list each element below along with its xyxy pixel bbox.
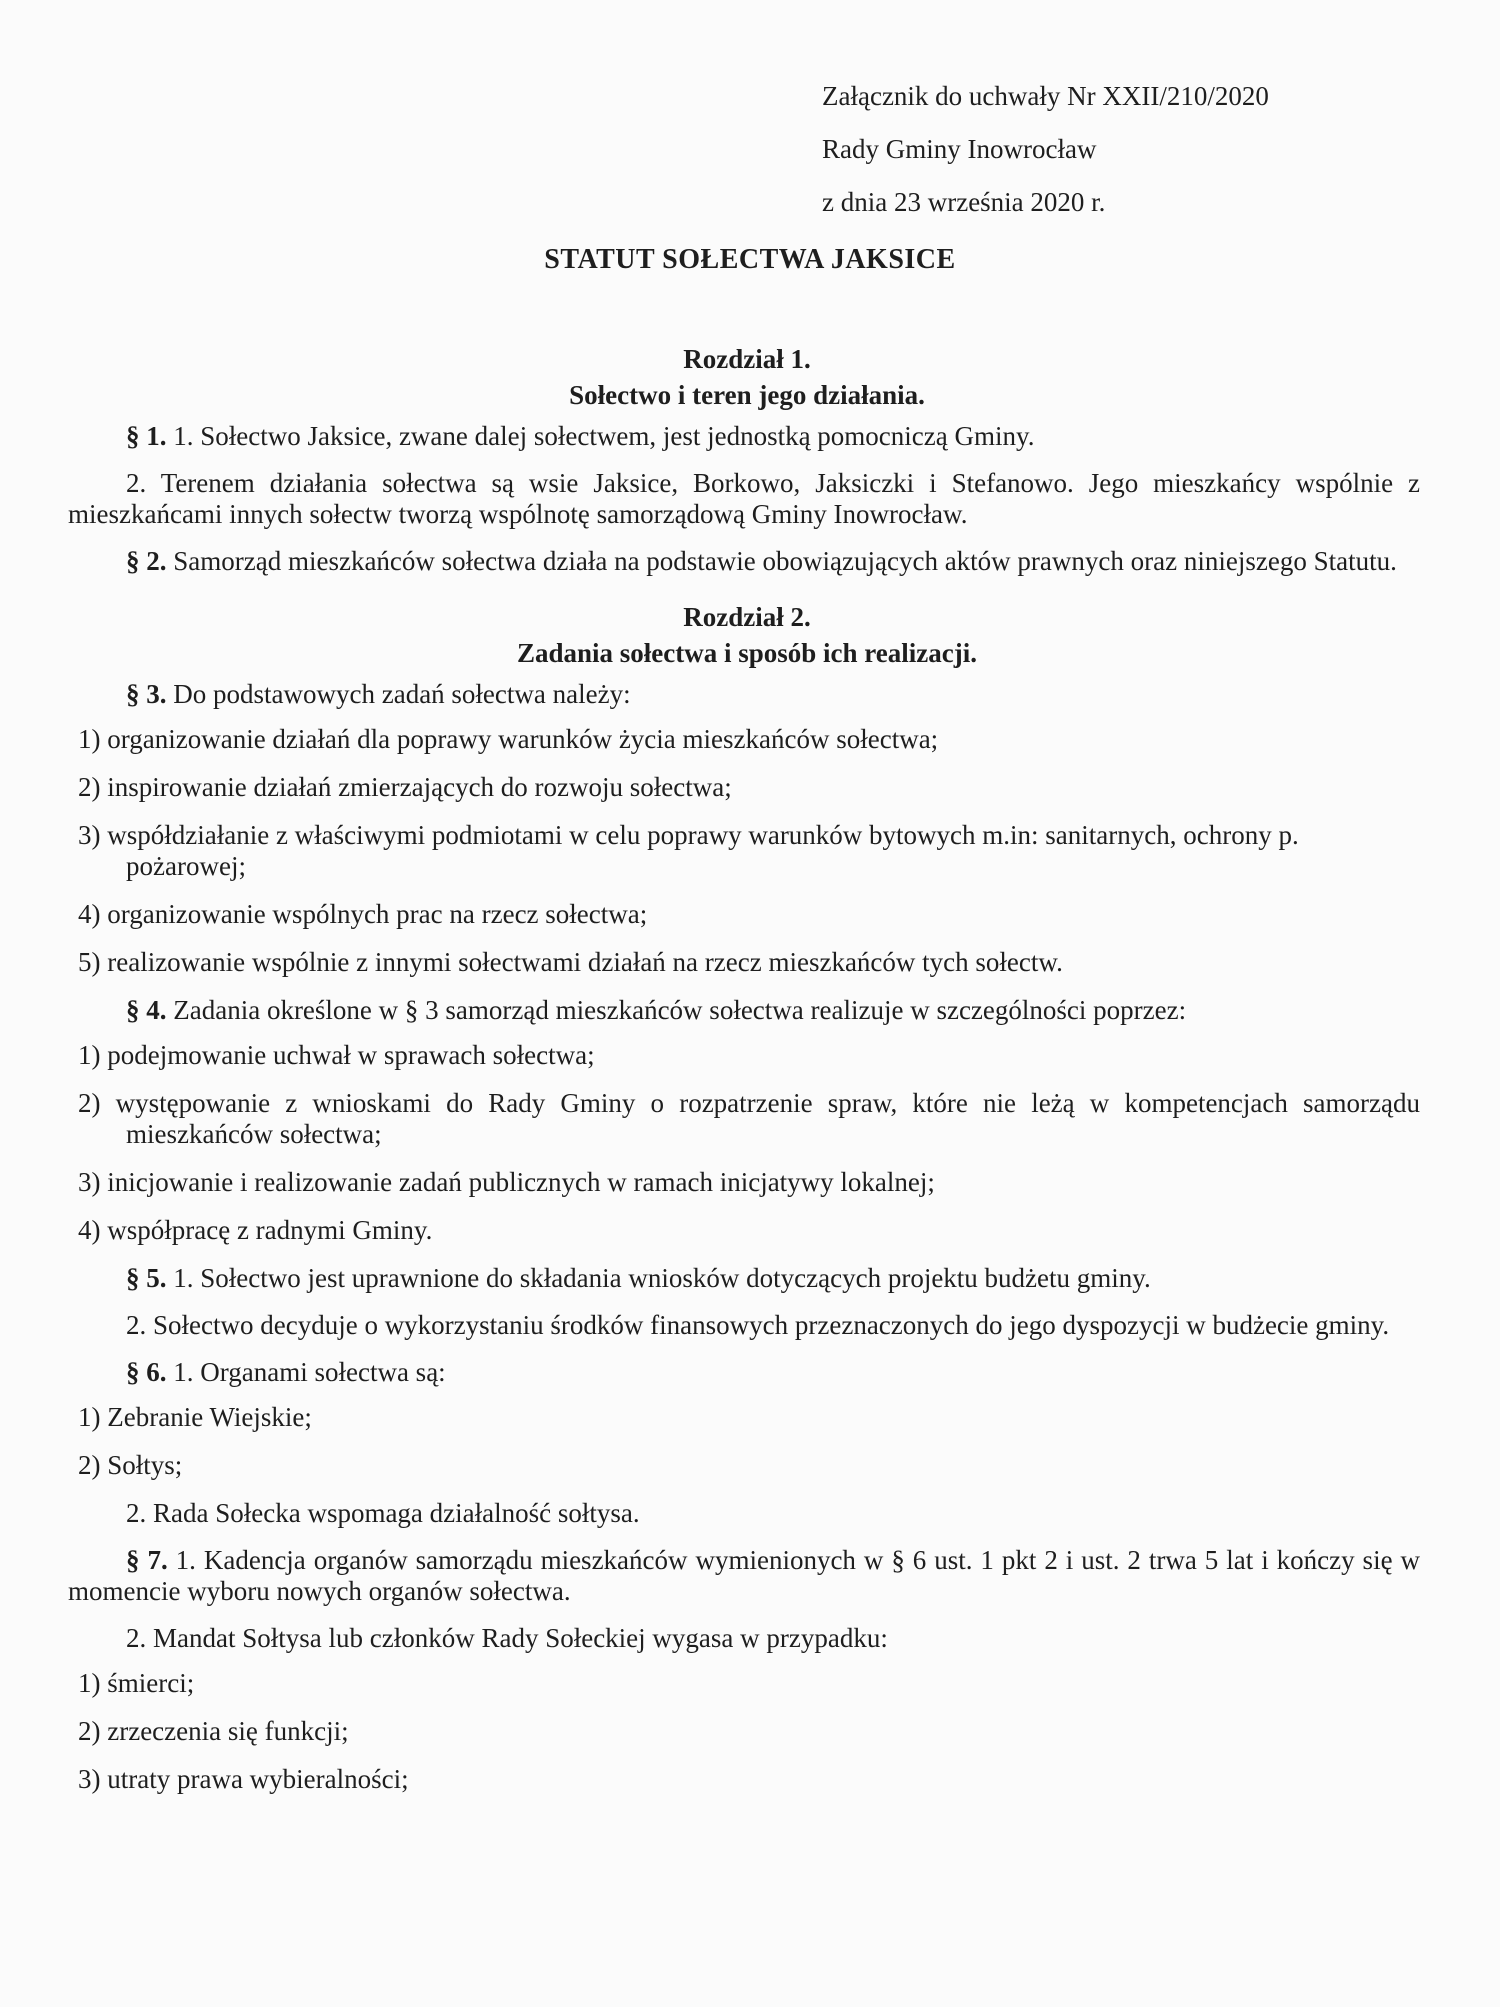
chapter-1-heading [68, 341, 1420, 413]
paragraph-text: 1. Kadencja organów samorządu mieszkańców wymienionych w § 6 ust. 1 pkt 2 i ust. 2 trwa 5 lat i kończy się w momencie wyboru nowych organów sołectwa. [68, 1545, 1420, 1606]
list-item: 1) śmierci; [78, 1668, 195, 1698]
section-mark: § 6. [126, 1357, 167, 1387]
section-mark: § 5. [126, 1263, 167, 1293]
paragraph-5-2: 2. Sołectwo decyduje o wykorzystaniu środków finansowych przeznaczonych do jego dyspozycji w budżecie gminy. [126, 1310, 1390, 1340]
list-item: 1) podejmowanie uchwał w sprawach sołectwa; [78, 1040, 595, 1070]
document-body [68, 341, 1420, 1812]
paragraph-text: Do podstawowych zadań sołectwa należy: [166, 679, 631, 709]
list-item: 1) Zebranie Wiejskie; [78, 1402, 312, 1432]
paragraph-4 [68, 995, 1420, 1026]
list-item: 3) inicjowanie i realizowanie zadań publicznych w ramach inicjatywy lokalnej; [78, 1167, 935, 1197]
paragraph-text: 1. Sołectwo Jaksice, zwane dalej sołectwem, jest jednostką pomocniczą Gminy. [166, 421, 1035, 451]
chapter-1-number: Rozdział 1. [683, 344, 811, 374]
paragraph-2 [68, 546, 1420, 577]
list-item: 1) organizowanie działań dla poprawy warunków życia mieszkańców sołectwa; [78, 724, 939, 754]
section-mark: § 4. [126, 995, 167, 1025]
paragraph-text: 1. Sołectwo jest uprawnione do składania wniosków dotyczących projektu budżetu gminy. [166, 1263, 1151, 1293]
section-mark: § 3. [126, 679, 167, 709]
header-line-date: z dnia 23 września 2020 r. [822, 187, 1106, 217]
paragraph-5-1 [68, 1263, 1420, 1294]
section-mark: § 2. [126, 546, 167, 576]
list-item: 5) realizowanie wspólnie z innymi sołectwami działań na rzecz mieszkańców tych sołectw. [78, 947, 1063, 977]
chapter-2-title: Zadania sołectwa i sposób ich realizacji. [516, 638, 977, 668]
section-mark: § 7. [126, 1545, 168, 1575]
paragraph-3 [68, 679, 1420, 710]
paragraph-7-2: 2. Mandat Sołtysa lub członków Rady Sołeckiej wygasa w przypadku: [126, 1623, 888, 1653]
list-item: 3) współdziałanie z właściwymi podmiotami w celu poprawy warunków bytowych m.in: sanitarnych, ochrony p. pożarowej; [78, 820, 1299, 881]
paragraph-7-1 [68, 1545, 1420, 1607]
attachment-header [822, 70, 1269, 229]
paragraph-text: Zadania określone w § 3 samorząd mieszkańców sołectwa realizuje w szczególności poprzez: [166, 995, 1187, 1025]
section-mark: § 1. [126, 421, 167, 451]
list-item: 2) Sołtys; [78, 1450, 183, 1480]
paragraph-6-2: 2. Rada Sołecka wspomaga działalność sołtysa. [126, 1498, 640, 1528]
list-item: 2) inspirowanie działań zmierzających do rozwoju sołectwa; [78, 772, 732, 802]
list-item: 4) współpracę z radnymi Gminy. [78, 1215, 433, 1245]
list-item: 2) zrzeczenia się funkcji; [78, 1716, 349, 1746]
paragraph-1-1 [68, 421, 1420, 452]
paragraph-text: 1. Organami sołectwa są: [166, 1357, 446, 1387]
header-line-council: Rady Gminy Inowrocław [822, 134, 1097, 164]
chapter-2-number: Rozdział 2. [683, 602, 811, 632]
chapter-1-title: Sołectwo i teren jego działania. [569, 380, 925, 410]
paragraph-1-2: 2. Terenem działania sołectwa są wsie Jaksice, Borkowo, Jaksiczki i Stefanowo. Jego mieszkańcy wspólnie z mieszkańcami innych sołectw tworzą wspólnotę samorządową Gminy Inowrocław. [68, 468, 1420, 529]
chapter-2-heading [68, 599, 1420, 671]
list-item: 4) organizowanie wspólnych prac na rzecz sołectwa; [78, 899, 648, 929]
paragraph-6-1 [68, 1357, 1420, 1388]
list-item: 3) utraty prawa wybieralności; [78, 1764, 409, 1794]
paragraph-text: Samorząd mieszkańców sołectwa działa na podstawie obowiązujących aktów prawnych oraz niniejszego Statutu. [166, 546, 1397, 576]
header-line-resolution: Załącznik do uchwały Nr XXII/210/2020 [822, 81, 1269, 111]
list-item: 2) występowanie z wnioskami do Rady Gminy o rozpatrzenie spraw, które nie leżą w kompetencjach samorządu mieszkańców sołectwa; [78, 1088, 1420, 1149]
document-title: STATUT SOŁECTWA JAKSICE [544, 244, 956, 275]
